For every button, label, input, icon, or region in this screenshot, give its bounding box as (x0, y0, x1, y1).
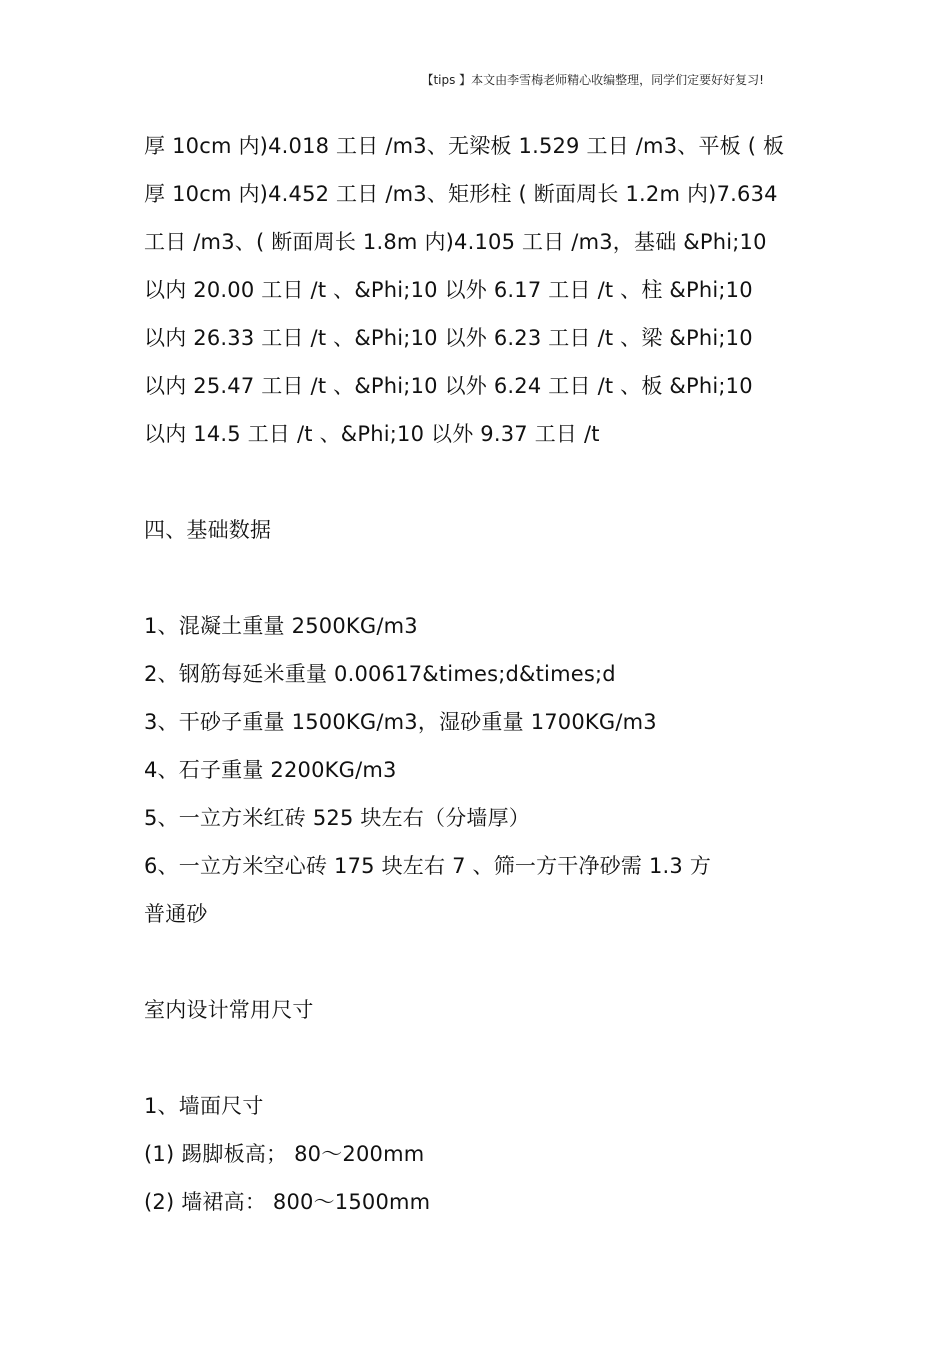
list-item: (1) 踢脚板高； 80～200mm (144, 1142, 425, 1166)
list-item: 3、干砂子重量 1500KG/m3，湿砂重量 1700KG/m3 (144, 710, 657, 734)
list-item: (2) 墙裙高： 800～1500mm (144, 1190, 431, 1214)
paragraph-line: 以内 20.00 工日 /t 、&Phi;10 以外 6.17 工日 /t 、柱 &Phi;10 (144, 278, 753, 302)
paragraph-line: 工日 /m3、( 断面周长 1.8m 内)4.105 工日 /m3，基础 &Phi;10 (144, 230, 767, 254)
section-heading: 四、基础数据 (144, 518, 272, 542)
list-item: 4、石子重量 2200KG/m3 (144, 758, 397, 782)
list-item: 5、一立方米红砖 525 块左右（分墙厚） (144, 806, 530, 830)
paragraph-line: 厚 10cm 内)4.018 工日 /m3、无梁板 1.529 工日 /m3、平板 ( 板 (144, 134, 785, 158)
paragraph-line: 以内 14.5 工日 /t 、&Phi;10 以外 9.37 工日 /t (144, 422, 600, 446)
paragraph-line: 以内 25.47 工日 /t 、&Phi;10 以外 6.24 工日 /t 、板 &Phi;10 (144, 374, 753, 398)
section-heading: 室内设计常用尺寸 (144, 998, 314, 1022)
paragraph-line: 以内 26.33 工日 /t 、&Phi;10 以外 6.23 工日 /t 、梁 &Phi;10 (144, 326, 753, 350)
list-item: 6、一立方米空心砖 175 块左右 7 、筛一方干净砂需 1.3 方 (144, 854, 712, 878)
list-item: 2、钢筋每延米重量 0.00617&times;d&times;d (144, 662, 616, 686)
paragraph-line: 厚 10cm 内)4.452 工日 /m3、矩形柱 ( 断面周长 1.2m 内)7.634 (144, 182, 778, 206)
list-item: 普通砂 (144, 902, 208, 926)
header-tip: 【tips 】本文由李雪梅老师精心收编整理，同学们定要好好复习! (421, 73, 764, 87)
list-item: 1、墙面尺寸 (144, 1094, 264, 1118)
list-item: 1、混凝土重量 2500KG/m3 (144, 614, 418, 638)
